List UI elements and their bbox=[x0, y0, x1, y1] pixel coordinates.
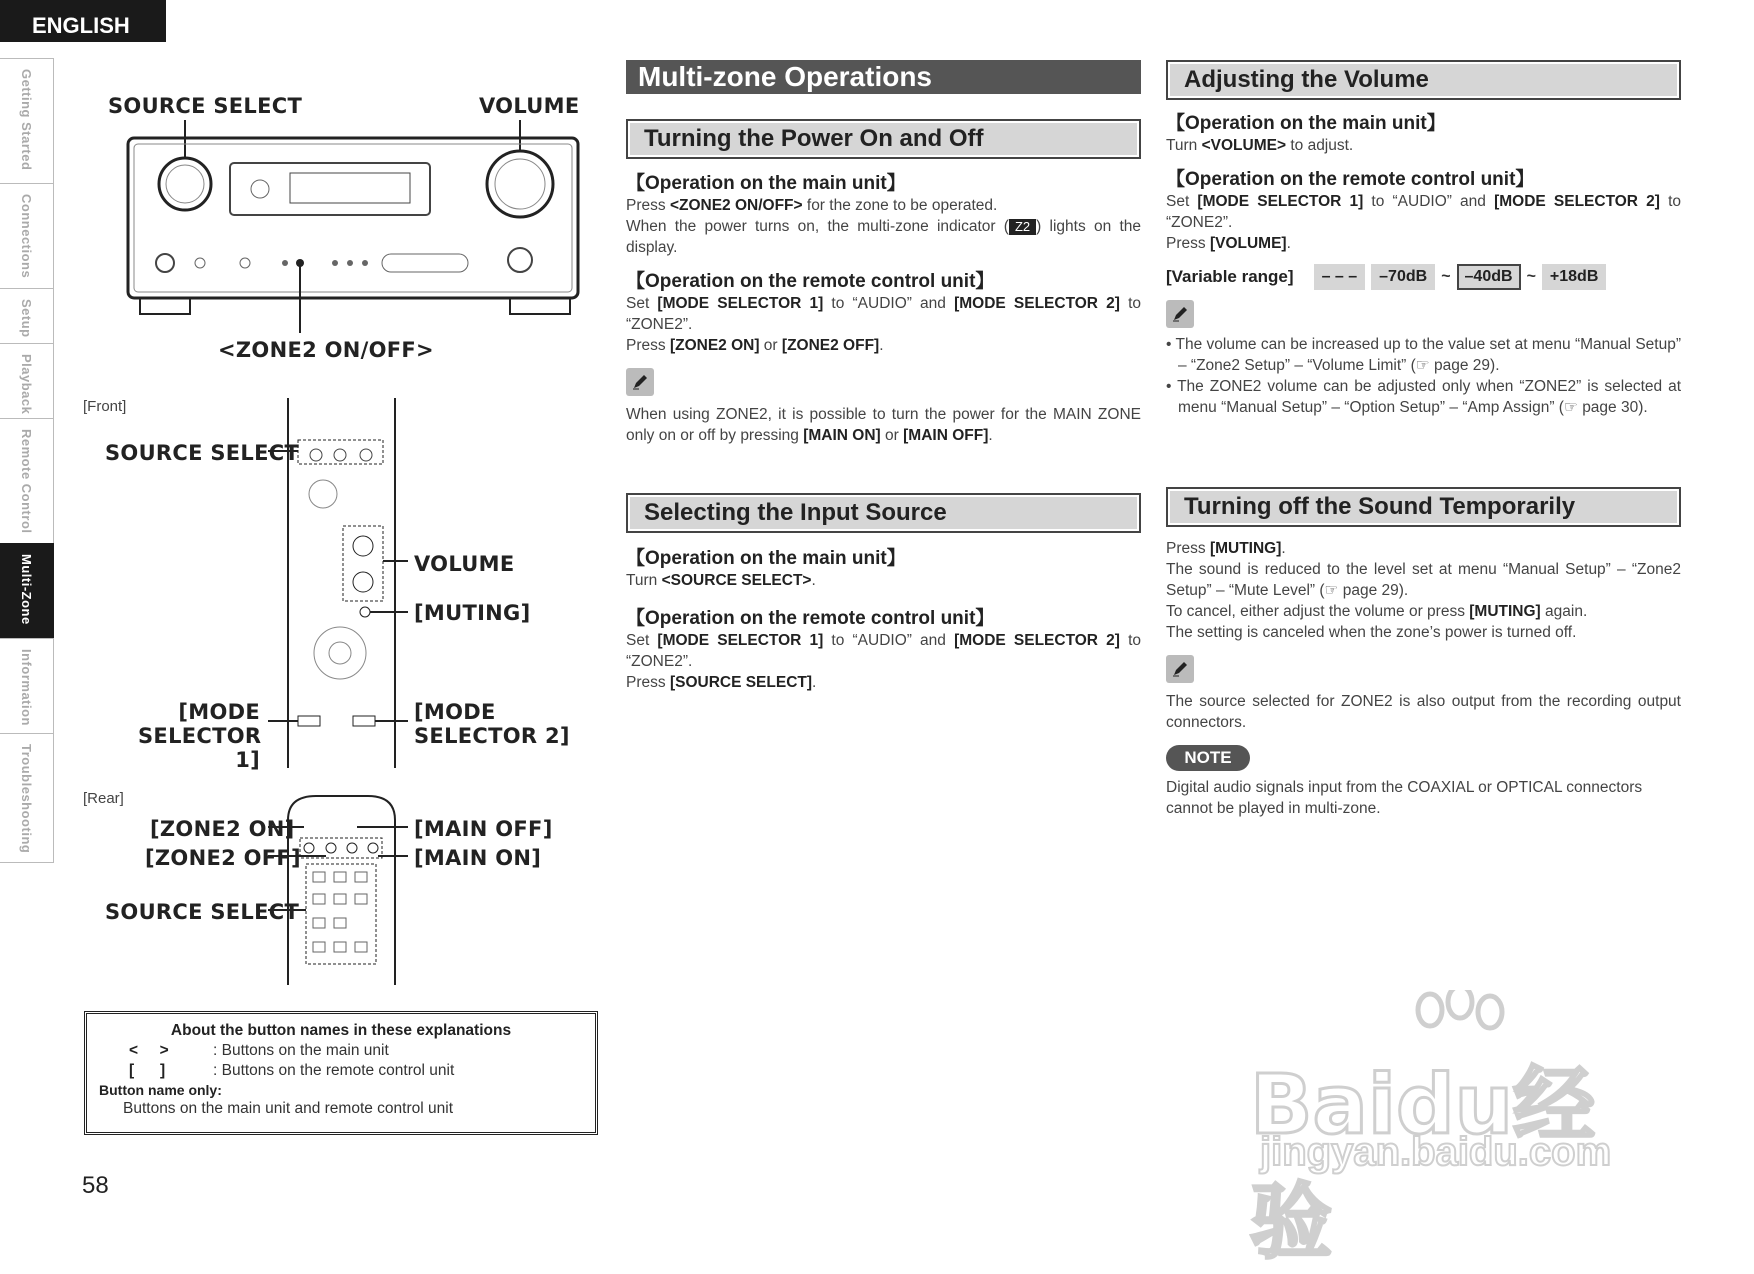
memo-icon bbox=[1166, 300, 1194, 328]
page-ref-icon: ☞ bbox=[1415, 357, 1430, 374]
receiver-front-panel-illustration bbox=[120, 118, 590, 338]
memo-icon bbox=[1166, 655, 1194, 683]
section-sidebar bbox=[0, 58, 54, 863]
label-main-on: [MAIN ON] bbox=[414, 846, 542, 870]
heading-volume-box bbox=[1166, 60, 1681, 100]
label-muting: [MUTING] bbox=[414, 601, 531, 625]
baidu-watermark: Baidu经验 jingyan.baidu.com bbox=[1250, 990, 1670, 1180]
label-volume-front: VOLUME bbox=[414, 552, 515, 576]
sidebar-item-getting-started[interactable]: Getting Started bbox=[0, 58, 54, 183]
label-mode-selector-1: [MODE SELECTOR 1] bbox=[138, 700, 262, 772]
label-zone2-on: [ZONE2 ON] bbox=[150, 817, 295, 841]
label-main-off: [MAIN OFF] bbox=[414, 817, 553, 841]
caption-front: [Front] bbox=[83, 398, 127, 415]
note-badge: NOTE bbox=[1166, 745, 1250, 771]
sidebar-item-troubleshooting[interactable]: Troubleshooting bbox=[0, 733, 54, 863]
z2-indicator: Z2 bbox=[1009, 219, 1036, 235]
language-tab: ENGLISH bbox=[0, 0, 166, 42]
bullet-volume-limit: • The volume can be increased up to the value set at menu “Manual Setup” – “Zone2 Setup” – “Volume Limit” (☞ page 29). bbox=[1166, 336, 1681, 374]
page-number: 58 bbox=[82, 1172, 109, 1199]
section-input: 【Operation on the main unit】 Turn <SOURCE SELECT>. 【Operation on the remote control unit】 Set [MODE SELECTOR 1] to “AUDIO” and [MODE SELECTOR 2] to “ZONE2”. Press [SOURCE SELECT]. bbox=[626, 548, 1142, 691]
note-text: Digital audio signals input from the COAXIAL or OPTICAL connectors cannot be played in multi-zone. bbox=[1166, 779, 1643, 817]
page-ref-icon: ☞ bbox=[1324, 582, 1339, 599]
page-ref-icon: ☞ bbox=[1563, 399, 1578, 416]
button-names-note: About the button names in these explanations < > : Buttons on the main unit [ ] : Buttons on the remote control unit Button name only: Buttons on the main unit and remote control unit bbox=[84, 1011, 598, 1135]
memo-icon bbox=[626, 368, 654, 396]
heading-mute-box bbox=[1166, 487, 1681, 527]
label-source-select-rear: SOURCE SELECT bbox=[105, 900, 300, 924]
sidebar-item-setup[interactable]: Setup bbox=[0, 288, 54, 343]
heading-input-box bbox=[626, 493, 1141, 533]
op-main-unit: 【Operation on the main unit】 bbox=[626, 173, 906, 194]
page-title: Multi-zone Operations bbox=[626, 60, 1141, 94]
label-source-select-front: SOURCE SELECT bbox=[105, 441, 300, 465]
label-zone2-off: [ZONE2 OFF] bbox=[145, 846, 301, 870]
heading-volume: Adjusting the Volume bbox=[1170, 64, 1677, 96]
sidebar-item-multi-zone[interactable]: Multi-Zone bbox=[0, 543, 54, 638]
heading-mute: Turning off the Sound Temporarily bbox=[1170, 491, 1677, 523]
section-volume: 【Operation on the main unit】 Turn <VOLUME> to adjust. 【Operation on the remote control unit】 Set [MODE SELECTOR 1] to “AUDIO” and [MODE SELECTOR 2] to “ZONE2”. Press [VOLUME]. [Variable range] – – – –70dB ~ –40dB ~ +18dB • The volume can be increased up to the value set at menu “Manual Setup” – “Zone2 Setup” – “Volume Limit” (☞ page 29). • The ZONE2 volume can be adjusted only when “ZONE2” is selected at menu “Manual Setup” – “Option Setup” – “Amp Assign” (☞ page 30). bbox=[1166, 113, 1682, 416]
section-power: 【Operation on the main unit】 Press <ZONE2 ON/OFF> for the zone to be operated. When the power turns on, the multi-zone indicator ( Z2 ) lights on the display. 【Operation on the remote control unit】 Set [MODE SELECTOR 1] to “AUDIO” and [MODE SELECTOR 2] to “ZONE2”. Press [ZONE2 ON] or [ZONE2 OFF]. When using ZONE2, it is possible to turn the power for the MAIN ZONE only on or off by pressing [MAIN ON] or [MAIN OFF]. bbox=[626, 168, 1141, 446]
sidebar-item-connections[interactable]: Connections bbox=[0, 183, 54, 288]
heading-power-box bbox=[626, 119, 1141, 159]
label-volume-main: VOLUME bbox=[479, 94, 580, 118]
op-remote-unit: 【Operation on the remote control unit】 bbox=[626, 271, 995, 292]
sidebar-item-playback[interactable]: Playback bbox=[0, 343, 54, 418]
label-mode-selector-2: [MODE SELECTOR 2] bbox=[414, 700, 570, 748]
variable-range: [Variable range] – – – –70dB ~ –40dB ~ +18dB bbox=[1166, 264, 1681, 290]
section-mute: Press [MUTING]. The sound is reduced to the level set at menu “Manual Setup” – “Zone2 Setup” – “Mute Level” (☞ page 29). To cancel, either adjust the volume or press [MUTING] again. The setting is canceled when the zone’s power is turned off. The source selected for ZONE2 is also output from the recording output connectors. NOTE Digital audio signals input from the COAXIAL or OPTICAL connectors cannot be played in multi-zone. bbox=[1166, 540, 1681, 817]
label-source-select-main: SOURCE SELECT bbox=[108, 94, 303, 118]
heading-input: Selecting the Input Source bbox=[630, 497, 1137, 529]
sidebar-item-information[interactable]: Information bbox=[0, 638, 54, 733]
heading-power: Turning the Power On and Off bbox=[630, 123, 1137, 155]
caption-rear: [Rear] bbox=[83, 790, 124, 807]
label-zone2-onoff: <ZONE2 ON/OFF> bbox=[218, 338, 434, 362]
bullet-amp-assign: • The ZONE2 volume can be adjusted only when “ZONE2” is selected at menu “Manual Setup” – “Option Setup” – “Amp Assign” (☞ page 30). bbox=[1166, 378, 1681, 416]
sidebar-item-remote-control[interactable]: Remote Control bbox=[0, 418, 54, 543]
